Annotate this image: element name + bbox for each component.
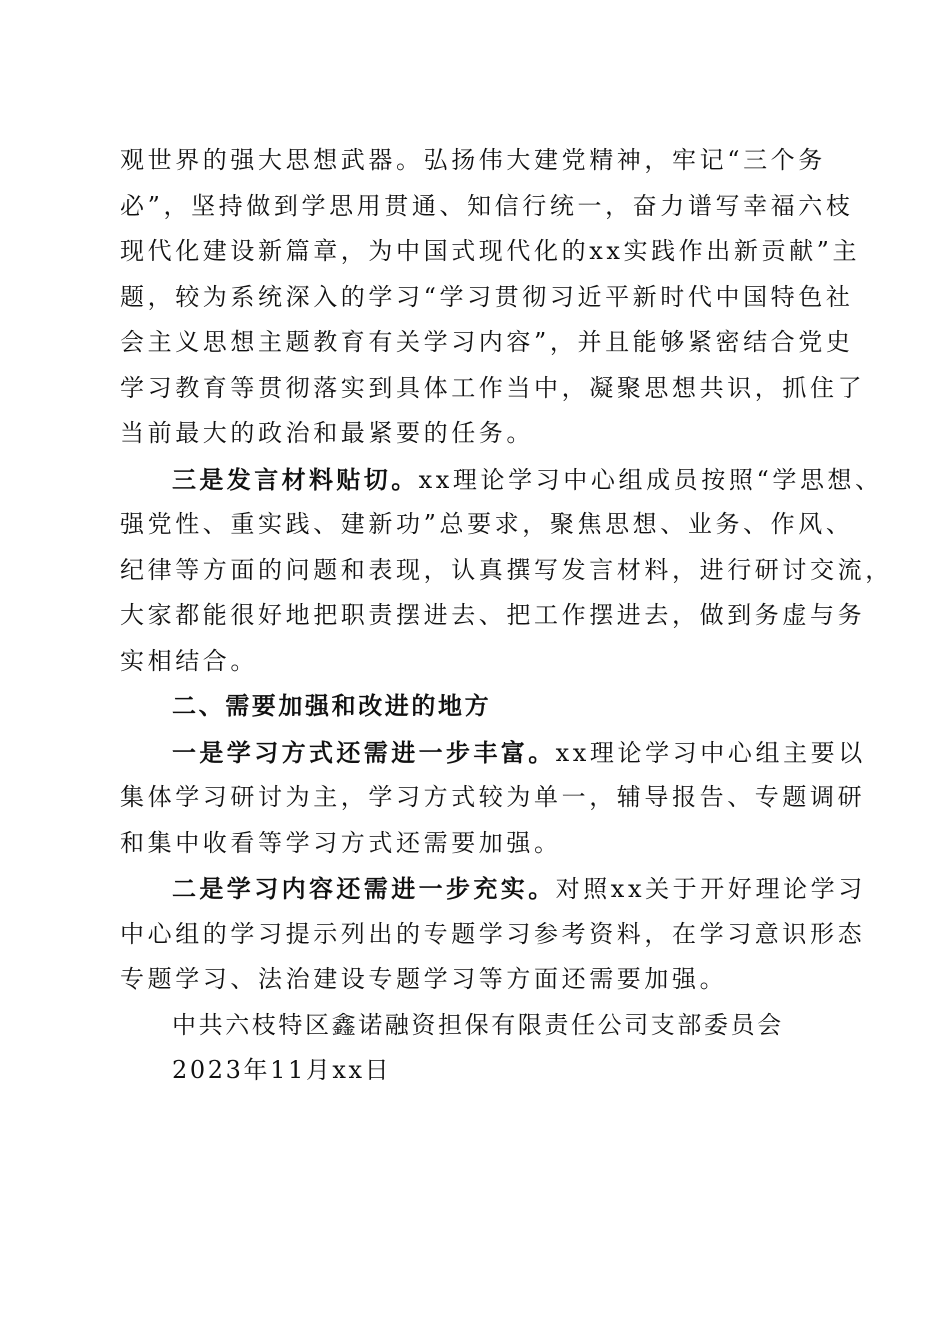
- text-line: 会主义思想主题教育有关学习内容”，并且能够紧密结合党史: [120, 328, 854, 356]
- text-line: 专题学习、法治建设专题学习等方面还需要加强。: [120, 965, 728, 993]
- text-line: 集体学习研讨为主，学习方式较为单一，辅导报告、专题调研: [120, 783, 866, 811]
- text-line: 中心组的学习提示列出的专题学习参考资料，在学习意识形态: [120, 919, 866, 948]
- text-line: 当前最大的政治和最紧要的任务。: [120, 419, 534, 447]
- text-line: 题，较为系统深入的学习“学习贯彻习近平新时代中国特色社: [120, 282, 854, 311]
- signature-date: 2023年11月xx日: [172, 1056, 392, 1084]
- paragraph-point-three: [120, 457, 893, 685]
- text-line: 现代化建设新篇章，为中国式现代化的xx实践作出新贡献”主: [120, 237, 861, 265]
- paragraph-point-two: [120, 866, 866, 1003]
- text-line: 实相结合。: [120, 646, 258, 675]
- point-text: xx理论学习中心组主要以: [555, 738, 866, 767]
- point-title: 一是学习方式还需进一步丰富。: [172, 737, 556, 767]
- point-text: xx理论学习中心组成员按照“学思想、: [418, 465, 883, 494]
- text-line: [120, 730, 866, 776]
- text-line: 观世界的强大思想武器。弘扬伟大建党精神，牢记“三个务: [120, 146, 826, 174]
- point-text: 对照xx关于开好理论学习: [555, 875, 866, 903]
- point-title: 二是学习内容还需进一步充实。: [172, 874, 556, 903]
- signature-organization: 中共六枝特区鑫诺融资担保有限责任公司支部委员会: [172, 1010, 784, 1039]
- text-line: 和集中收看等学习方式还需要加强。: [120, 828, 562, 857]
- text-line: 大家都能很好地把职责摆进去、把工作摆进去，做到务虚与务: [120, 601, 866, 629]
- section-heading: 二、需要加强和改进的地方: [172, 692, 492, 720]
- paragraph-continuation: [120, 138, 866, 457]
- text-line: 学习教育等贯彻落实到具体工作当中，凝聚思想共识，抓住了: [120, 373, 866, 402]
- text-line: 强党性、重实践、建新功”总要求，聚焦思想、业务、作风、: [120, 510, 854, 538]
- paragraph-point-one: [120, 730, 866, 867]
- text-line: [120, 866, 866, 912]
- point-title: 三是发言材料贴切。: [172, 464, 419, 494]
- text-line: [120, 457, 883, 503]
- text-line: 必”，坚持做到学思用贯通、知信行统一，奋力谱写幸福六枝: [120, 191, 854, 220]
- text-line: 纪律等方面的问题和表现，认真撰写发言材料，进行研讨交流，: [120, 555, 893, 584]
- document-body: [120, 138, 893, 1094]
